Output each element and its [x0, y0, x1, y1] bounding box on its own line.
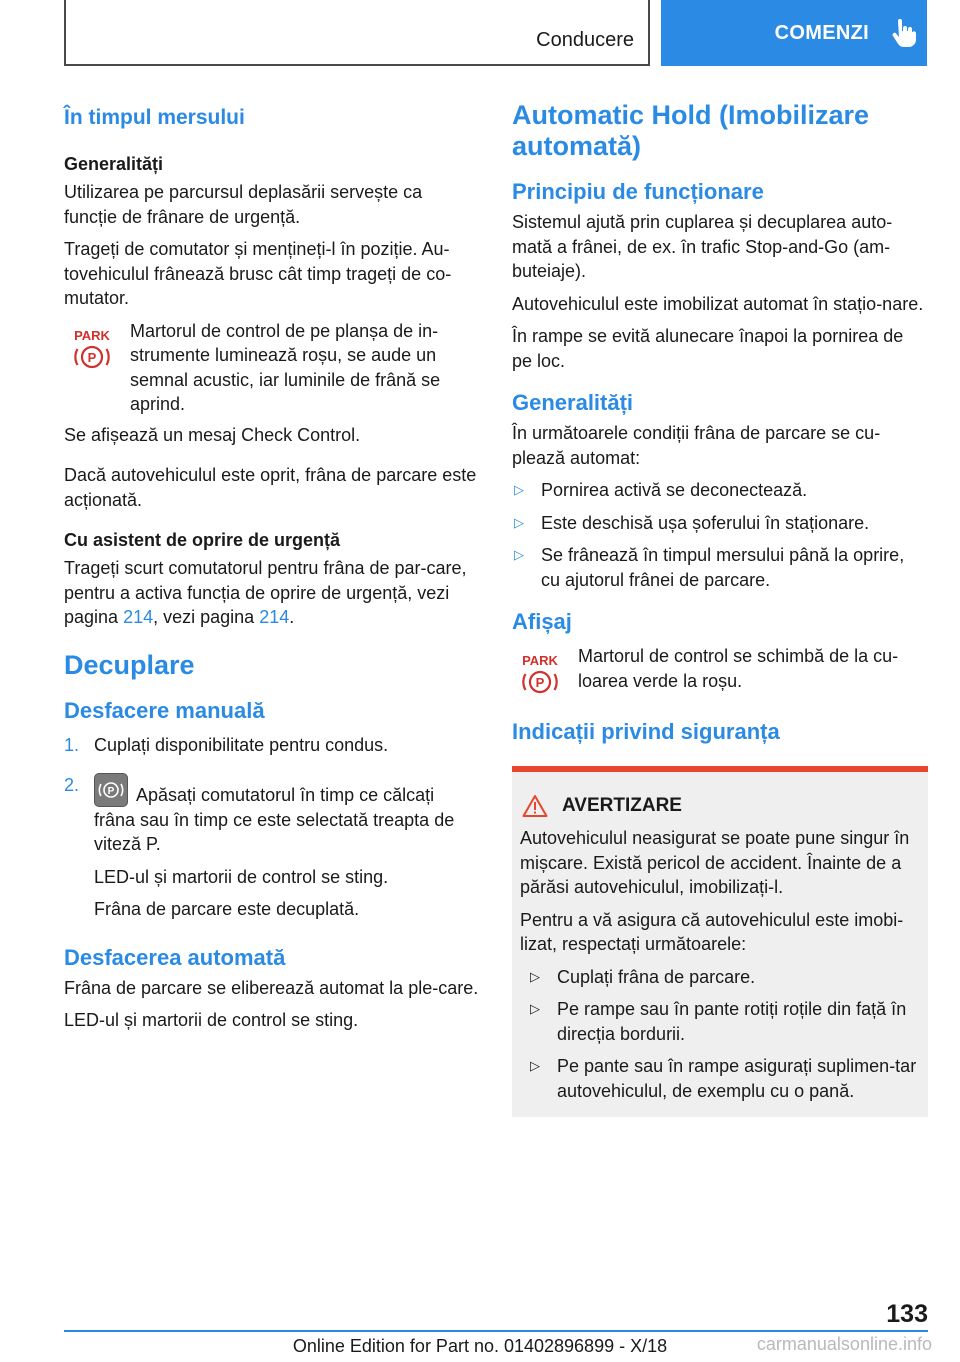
bullet-triangle-icon: ▷: [530, 1001, 540, 1016]
list-item: ▷ Pornirea activă se deconectează.: [512, 478, 928, 503]
parking-brake-button-icon: [94, 773, 128, 807]
step-number: 2.: [64, 775, 80, 795]
bullet-triangle-icon: ▷: [514, 514, 524, 530]
heading-generalitati: Generalități: [64, 154, 164, 174]
list-item: [64, 733, 480, 758]
paragraph: Martorul de control se schimbă de la cu-loarea verde la roșu.: [578, 646, 899, 691]
page-link[interactable]: 214: [259, 607, 290, 627]
paragraph: Trageți de comutator și mențineți-l în poziție. Au-tovehiculul frânează brusc cât timp trageți de co-mutator.: [64, 239, 452, 308]
list-item: ▷ Este deschisă ușa șoferului în staționare.: [512, 511, 928, 536]
list-item: [64, 773, 480, 922]
left-column: [64, 100, 480, 1033]
heading-desfacere-manuala: Desfacere manuală: [64, 697, 265, 723]
paragraph: Se afișează un mesaj Check Control.: [64, 424, 361, 445]
list-item: ▷ Cuplați frâna de parcare.: [528, 965, 920, 990]
warning-paragraph: Pentru a vă asigura că autovehiculul este imobi-lizat, respectați următoarele:: [520, 909, 904, 954]
list-item: ▷ Pe rampe sau în pante rotiți roțile din față în direcția bordurii.: [528, 997, 920, 1046]
step-subtext: LED-ul și martorii de control se sting.: [94, 866, 389, 887]
paragraph: Frâna de parcare se eliberează automat la ple-care.: [64, 977, 479, 998]
paragraph: Sistemul ajută prin cuplarea și decuplarea auto-mată a frânei, de ex. în trafic Stop-and-Go (am-buteiaje).: [512, 212, 893, 281]
heading-afisaj: Afișaj: [512, 609, 572, 634]
svg-text:P: P: [535, 675, 545, 690]
heading-in-timpul-mersului: În timpul mersului: [64, 106, 245, 129]
bullet-triangle-icon: ▷: [530, 1058, 540, 1073]
heading-generalitati-right: Generalități: [512, 390, 634, 415]
heading-decuplare: Decuplare: [64, 649, 195, 680]
paragraph: În următoarele condiții frâna de parcare se cu-plează automat:: [512, 423, 881, 468]
bullet-triangle-icon: ▷: [514, 547, 524, 562]
watermark: carmanualsonline.info: [756, 1334, 932, 1354]
heading-desfacerea-automata: Desfacerea automată: [64, 944, 286, 970]
list-item: ▷ Pe pante sau în rampe asigurați suplimen-tar autovehiculul, de exemplu cu o pană.: [528, 1054, 920, 1103]
bullet-triangle-icon: ▷: [514, 482, 524, 497]
header-section-box: [64, 0, 650, 66]
heading-principiu: Principiu de funcționare: [512, 179, 764, 204]
right-column: [512, 100, 928, 1117]
park-indicator-row: [512, 644, 928, 698]
steps-list: [64, 733, 480, 922]
warning-triangle-icon: [522, 794, 548, 818]
paragraph: În rampe se evită alunecare înapoi la pornirea de pe loc.: [512, 326, 904, 371]
paragraph: Autovehiculul este imobilizat automat în stațio-nare.: [512, 293, 924, 314]
park-brake-warning-icon: [512, 650, 568, 698]
step-text: Cuplați disponibilitate pentru condus.: [94, 734, 389, 755]
list-item: ▷ Se frânează în timpul mersului până la oprire, cu ajutorul frânei de parcare.: [512, 543, 928, 592]
paragraph-with-links: Trageți scurt comutatorul pentru frâna de par-care, pentru a activa funcția de oprire de urgență, vezi pagina 214, vezi pagina 214.: [64, 558, 467, 627]
step-text: Apăsați comutatorul în timp ce călcați frâna sau în timp ce este selectată treapta de viteză P.: [94, 785, 455, 854]
warning-box: [512, 766, 928, 1117]
svg-text:PARK: PARK: [522, 653, 558, 668]
warning-paragraph: Autovehiculul neasigurat se poate pune singur în mișcare. Există pericol de accident. Înainte de a părăsi autovehiculul, imobilizați-l.: [520, 828, 910, 897]
header-section-label: Conducere: [536, 29, 634, 51]
svg-text:PARK: PARK: [74, 327, 110, 343]
page-number: 133: [886, 1300, 928, 1328]
park-indicator-row: [64, 319, 480, 417]
header-tab-comenzi[interactable]: [661, 0, 927, 66]
footer-edition: Online Edition for Part no. 01402896899 - X/18: [292, 1336, 668, 1356]
conditions-list: [512, 478, 928, 592]
header-tab-label: COMENZI: [774, 21, 869, 44]
warning-list: [520, 965, 920, 1104]
paragraph: Dacă autovehiculul este oprit, frâna de parcare este acționată.: [64, 465, 477, 510]
hand-pointer-icon: [889, 18, 917, 48]
step-subtext: Frâna de parcare este decuplată.: [94, 899, 360, 919]
bullet-triangle-icon: ▷: [530, 968, 540, 984]
heading-siguranta: Indicații privind siguranța: [512, 719, 780, 744]
svg-text:P: P: [107, 786, 115, 797]
footer-divider: [64, 1330, 928, 1332]
step-number: 1.: [64, 734, 80, 755]
paragraph: Martorul de control de pe planșa de in-strumente luminează roșu, se aude un semnal acustic, iar luminile de frână se aprind.: [130, 320, 441, 414]
paragraph: Utilizarea pe parcursul deplasării servește ca funcție de frânare de urgență.: [64, 182, 423, 227]
paragraph: LED-ul și martorii de control se sting.: [64, 1010, 359, 1030]
park-brake-warning-icon: [64, 325, 120, 373]
warning-title: AVERTIZARE: [520, 794, 920, 818]
heading-automatic-hold: Automatic Hold (Imobilizare automată): [512, 100, 870, 161]
page-link[interactable]: 214: [123, 607, 154, 627]
heading-asistent-oprire: Cu asistent de oprire de urgență: [64, 530, 341, 550]
svg-text:P: P: [87, 349, 97, 365]
